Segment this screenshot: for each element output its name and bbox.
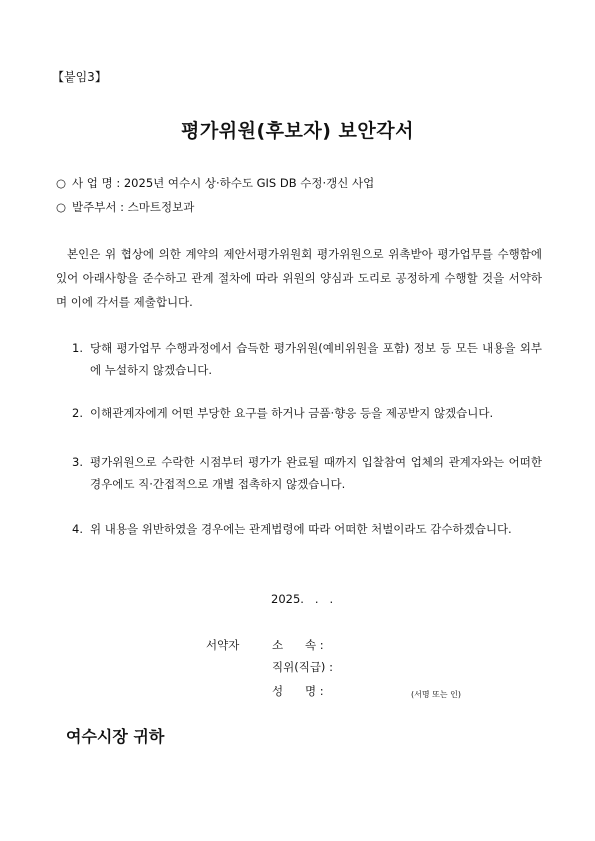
pledge-item-number: 1. [72, 341, 83, 355]
signature-hint: (서명 또는 인) [411, 690, 461, 699]
pledge-item-number: 3. [72, 455, 83, 469]
department-name: 발주부서 : 스마트정보과 [72, 200, 195, 214]
circle-bullet-icon: ○ [56, 176, 67, 190]
pledge-date: 2025. . . [271, 592, 334, 606]
signer-label: 서약자 [206, 638, 240, 652]
pledge-item [72, 402, 542, 424]
department-line [56, 199, 194, 215]
pledge-item [72, 518, 542, 540]
name-field-label: 성 명 : [272, 684, 324, 698]
pledge-item-number: 2. [72, 406, 83, 420]
circle-bullet-icon: ○ [56, 200, 67, 214]
pledge-item-number: 4. [72, 522, 83, 536]
position-field-label: 직위(직급) : [272, 660, 333, 674]
pledge-item-text: 평가위원으로 수락한 시점부터 평가가 완료될 때까지 입찰참여 업체의 관계자와는 어떠한 경우에도 직·간접적으로 개별 접촉하지 않겠습니다. [90, 455, 542, 491]
project-name: 사 업 명 : 2025년 여수시 상·하수도 GIS DB 수정·갱신 사업 [72, 176, 375, 190]
pledge-item [72, 451, 542, 495]
project-name-line [56, 175, 374, 191]
attachment-label: 【붙임3】 [52, 70, 107, 84]
pledge-item-text: 위 내용을 위반하였을 경우에는 관계법령에 따라 어떠한 처벌이라도 감수하겠습니다. [90, 522, 512, 536]
document-title: 평가위원(후보자) 보안각서 [181, 120, 414, 142]
pledge-item-text: 당해 평가업무 수행과정에서 습득한 평가위원(예비위원을 포함) 정보 등 모든 내용을 외부에 누설하지 않겠습니다. [90, 341, 542, 377]
addressee: 여수시장 귀하 [66, 727, 165, 746]
pledge-item [72, 337, 542, 381]
pledge-item-text: 이해관계자에게 어떤 부당한 요구를 하거나 금품·향응 등을 제공받지 않겠습니다. [90, 406, 494, 420]
affiliation-field-label: 소 속 : [272, 638, 324, 652]
pledge-intro-paragraph: 본인은 위 협상에 의한 계약의 제안서평가위원회 평가위원으로 위촉받아 평가업무를 수행함에 있어 아래사항을 준수하고 관계 절차에 따라 위원의 양심과 도리로 공정하게 수행할 것을 서약하며 이에 각서를 제출합니다. [56, 247, 542, 309]
